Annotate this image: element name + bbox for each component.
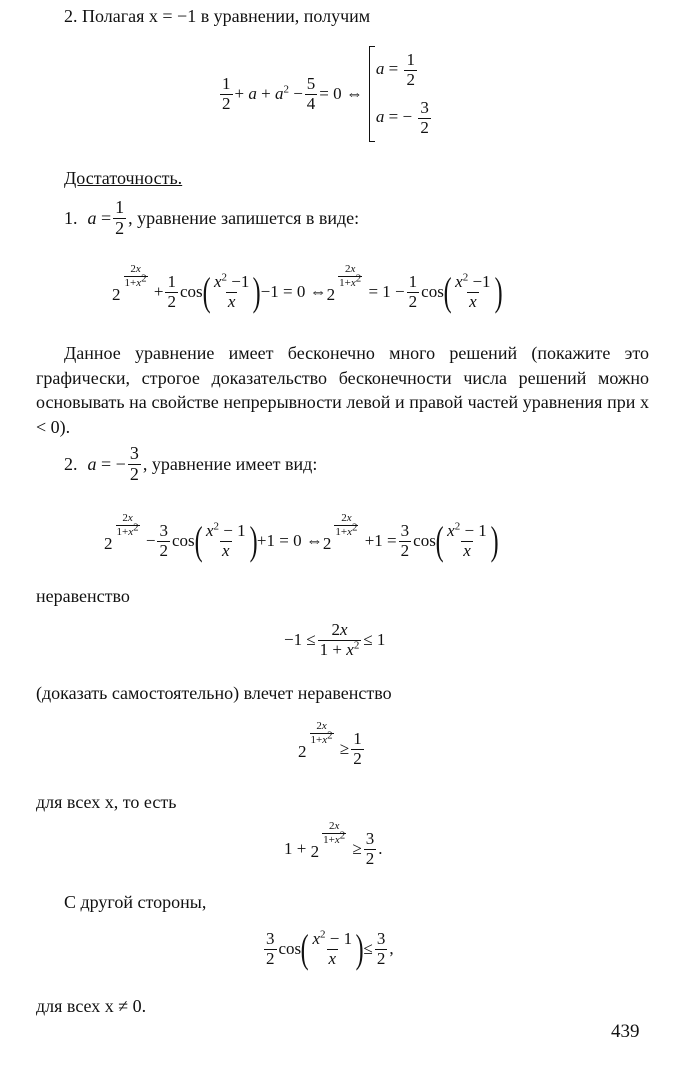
implies-text: (доказать самостоятельно) влечет неравенство bbox=[36, 683, 392, 703]
case2-prefix: 2. bbox=[64, 453, 78, 474]
other-side-text: С другой стороны, bbox=[64, 892, 207, 912]
forall-text: для всех x, то есть bbox=[36, 792, 177, 812]
case1-prefix: 1. bbox=[64, 207, 78, 228]
word-inequality: неравенство bbox=[36, 586, 130, 606]
sufficiency-heading: Достаточность. bbox=[64, 168, 183, 188]
formula-case1: 2 $\frac{2x}{1+x^2}$ + $\frac{1}{2}$ cos ( $\frac{x^2 -1}{x}$ ) −1 = 0 ⇔ 2 $\frac{2x}{1+x^2}$ = 1 − $\frac{1}{2}$ cos ( $\frac{x^2 -1}{x}$ ) bbox=[112, 263, 503, 314]
formula-a-values: $\frac{1}{2}$ + $a + a^2$ − $\frac{5}{4}$ = 0 ⇔ a = $\frac{1}{2}$ a = − $\frac{3}{2}$ bbox=[218, 42, 433, 146]
case1-line: 1. a = $\frac{1}{2}$ , уравнение запишется в виде: bbox=[64, 196, 360, 238]
paragraph-infinite-solutions: Данное уравнение имеет бесконечно много решений (покажите это графически, строгое доказательство бесконечности числа решений можно основывать на свойстве непрерывности левой и правой частей уравнения при x < 0). bbox=[36, 343, 649, 437]
formula-rhs-bound: $\frac{3}{2}$ cos ( $\frac{x^2 - 1}{x}$ ) ≤ $\frac{3}{2}$ , bbox=[266, 926, 394, 971]
page-number: 439 bbox=[611, 1021, 640, 1042]
formula-bound: −1 ≤ $\frac{2x}{1 + x^2}$ ≤ 1 bbox=[284, 619, 386, 659]
case1-suffix: , уравнение запишется в виде: bbox=[128, 207, 360, 228]
formula-lhs-bound: 1 + 2 $\frac{2x}{1+x^2}$ ≥ $\frac{3}{2}$ . bbox=[284, 820, 383, 868]
item2-intro: 2. Полагая x = −1 в уравнении, получим bbox=[64, 6, 371, 26]
case2-suffix: , уравнение имеет вид: bbox=[142, 453, 318, 474]
forall-nonzero-text: для всех x ≠ 0. bbox=[36, 996, 147, 1016]
formula-exp-lower-bound: 2 $\frac{2x}{1+x^2}$ ≥ $\frac{1}{2}$ bbox=[298, 720, 362, 768]
case2-line: 2. a = − $\frac{3}{2}$ , уравнение имеет вид: bbox=[64, 442, 318, 484]
formula-case2: 2 $\frac{2x}{1+x^2}$ − $\frac{3}{2}$ cos ( $\frac{x^2 - 1}{x}$ ) +1 = 0 ⇔ 2 $\frac{2x}{1+x^2}$ +1 = $\frac{3}{2}$ cos ( $\frac{x^2 - 1}{x}$ ) bbox=[104, 512, 499, 563]
